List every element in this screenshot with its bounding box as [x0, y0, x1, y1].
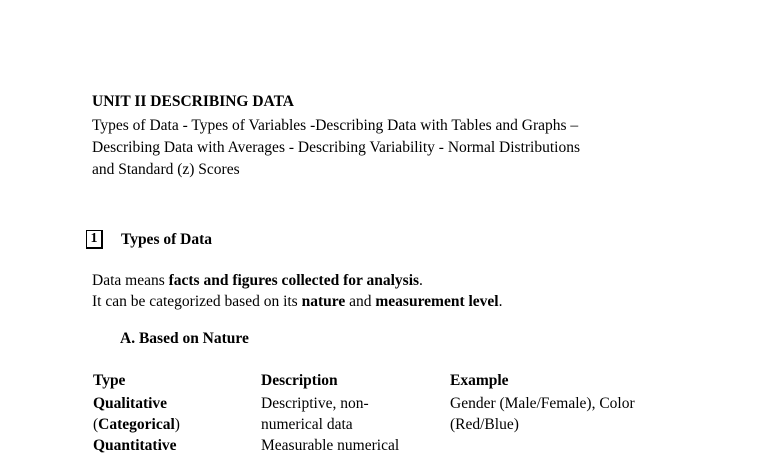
- unit-title: UNIT II DESCRIBING DATA: [92, 93, 294, 110]
- table-cell-type: [93, 393, 180, 435]
- intro-line-1: [92, 270, 503, 291]
- text-run: It can be categorized based on its: [92, 293, 302, 310]
- bold-text: Categorical: [98, 416, 175, 433]
- intro-paragraph: [92, 270, 503, 312]
- bold-text: Qualitative: [93, 395, 168, 412]
- section-heading: [86, 230, 212, 249]
- subsection-title: A. Based on Nature: [120, 330, 249, 347]
- bold-text: Quantitative: [93, 437, 177, 454]
- text-run: ): [174, 416, 180, 433]
- text-run: (: [93, 416, 99, 433]
- cell-line: Descriptive, non-: [261, 395, 369, 412]
- table-header-description: Description: [261, 372, 338, 389]
- bold-text: nature: [301, 293, 346, 310]
- unit-description: [92, 115, 692, 181]
- text-run: .: [419, 272, 423, 289]
- unit-description-line: Types of Data - Types of Variables -Describing Data with Tables and Graphs –: [92, 117, 579, 134]
- table-cell-description: Measurable numerical: [261, 437, 400, 454]
- bold-text: measurement level: [375, 293, 499, 310]
- table-cell-example: [450, 393, 635, 435]
- cell-line: Gender (Male/Female), Color: [450, 395, 635, 412]
- section-number-box: 1: [86, 230, 103, 249]
- text-run: and: [345, 293, 376, 310]
- bold-text: facts and figures collected for analysis: [168, 272, 420, 289]
- section-title: Types of Data: [121, 230, 212, 248]
- text-run: Data means: [92, 272, 169, 289]
- unit-description-line: and Standard (z) Scores: [92, 161, 240, 178]
- cell-line: numerical data: [261, 416, 353, 433]
- table-header-example: Example: [450, 372, 509, 389]
- cell-line: (Red/Blue): [450, 416, 519, 433]
- table-header-type: Type: [93, 372, 126, 389]
- intro-line-2: [92, 291, 503, 312]
- text-run: .: [498, 293, 503, 310]
- table-cell-description: [261, 393, 369, 435]
- unit-description-line: Describing Data with Averages - Describing Variability - Normal Distributions: [92, 139, 581, 156]
- table-cell-type: [93, 435, 177, 456]
